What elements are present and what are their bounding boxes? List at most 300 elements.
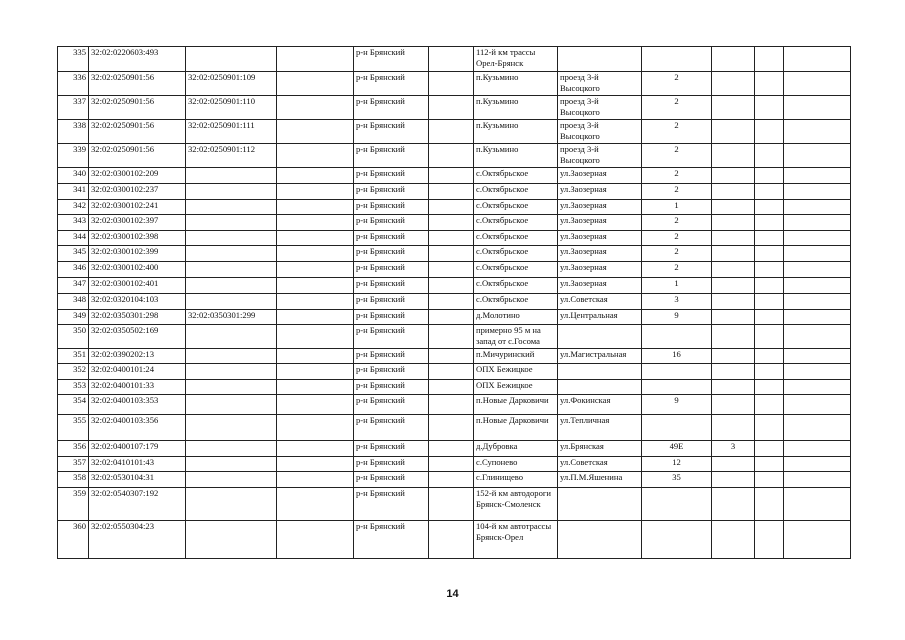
table-row [58, 96, 851, 120]
district: р-н Брянский [354, 144, 429, 168]
cell-empty [277, 215, 354, 231]
building-number [712, 144, 755, 168]
street [558, 325, 642, 349]
cell-empty [429, 200, 474, 215]
house-number: 12 [642, 457, 712, 472]
street: ул.Брянская [558, 441, 642, 457]
cell-empty [277, 521, 354, 559]
cell-empty [429, 488, 474, 521]
street: ул.Магистральная [558, 349, 642, 364]
cell-empty [277, 310, 354, 325]
locality: п.Кузьмино [474, 72, 558, 96]
locality: п.Мичуринский [474, 349, 558, 364]
row-number: 342 [58, 200, 89, 215]
house-number: 2 [642, 168, 712, 184]
cell-empty [784, 457, 851, 472]
related-cadastral-number [186, 395, 277, 415]
street: ул.Заозерная [558, 200, 642, 215]
street: ул.Заозерная [558, 278, 642, 294]
related-cadastral-number [186, 521, 277, 559]
cell-empty [784, 96, 851, 120]
row-number: 355 [58, 415, 89, 441]
building-number [712, 246, 755, 262]
cell-empty [277, 231, 354, 246]
building-number [712, 200, 755, 215]
cell-empty [755, 231, 784, 246]
cell-empty [429, 168, 474, 184]
house-number: 3 [642, 294, 712, 310]
street: ул.Заозерная [558, 262, 642, 278]
row-number: 348 [58, 294, 89, 310]
locality: примерно 95 м на запад от с.Госома [474, 325, 558, 349]
street: ул.Заозерная [558, 231, 642, 246]
cadastral-number: 32:02:0300102:398 [89, 231, 186, 246]
table-row [58, 184, 851, 200]
street: ул.Заозерная [558, 168, 642, 184]
house-number [642, 380, 712, 395]
cell-empty [277, 472, 354, 488]
cell-empty [277, 488, 354, 521]
row-number: 359 [58, 488, 89, 521]
district: р-н Брянский [354, 310, 429, 325]
cell-empty [277, 96, 354, 120]
related-cadastral-number [186, 441, 277, 457]
cadastral-number: 32:02:0250901:56 [89, 120, 186, 144]
cell-empty [784, 380, 851, 395]
table-body [58, 47, 851, 559]
related-cadastral-number [186, 215, 277, 231]
house-number [642, 47, 712, 72]
cell-empty [755, 395, 784, 415]
related-cadastral-number [186, 472, 277, 488]
table-row [58, 441, 851, 457]
house-number: 2 [642, 184, 712, 200]
cell-empty [755, 521, 784, 559]
cell-empty [277, 246, 354, 262]
cadastral-number: 32:02:0400101:33 [89, 380, 186, 395]
locality: 104-й км автотрассы Брянск-Орел [474, 521, 558, 559]
cadastral-number: 32:02:0300102:241 [89, 200, 186, 215]
locality: п.Новые Дарковичи [474, 415, 558, 441]
cell-empty [755, 168, 784, 184]
cell-empty [277, 415, 354, 441]
cell-empty [429, 457, 474, 472]
house-number: 2 [642, 231, 712, 246]
cadastral-number: 32:02:0300102:397 [89, 215, 186, 231]
building-number [712, 380, 755, 395]
cell-empty [429, 364, 474, 380]
table-row [58, 325, 851, 349]
house-number: 49Е [642, 441, 712, 457]
table-row [58, 488, 851, 521]
locality: с.Октябрьское [474, 278, 558, 294]
street: ул.Заозерная [558, 215, 642, 231]
cell-empty [429, 441, 474, 457]
cadastral-number: 32:02:0400103:353 [89, 395, 186, 415]
cadastral-number: 32:02:0300102:209 [89, 168, 186, 184]
table-row [58, 231, 851, 246]
cell-empty [755, 472, 784, 488]
cell-empty [277, 349, 354, 364]
table-row [58, 200, 851, 215]
building-number: 3 [712, 441, 755, 457]
house-number: 2 [642, 96, 712, 120]
table-row [58, 246, 851, 262]
cell-empty [784, 441, 851, 457]
row-number: 357 [58, 457, 89, 472]
district: р-н Брянский [354, 521, 429, 559]
cell-empty [755, 262, 784, 278]
locality: с.Глинищево [474, 472, 558, 488]
building-number [712, 294, 755, 310]
cadastral-number: 32:02:0300102:401 [89, 278, 186, 294]
cell-empty [429, 415, 474, 441]
locality: с.Октябрьское [474, 262, 558, 278]
row-number: 344 [58, 231, 89, 246]
cadastral-number: 32:02:0550304:23 [89, 521, 186, 559]
cadastral-number: 32:02:0390202:13 [89, 349, 186, 364]
table-row [58, 380, 851, 395]
table-row [58, 278, 851, 294]
locality: с.Октябрьское [474, 294, 558, 310]
table-row [58, 47, 851, 72]
row-number: 337 [58, 96, 89, 120]
district: р-н Брянский [354, 349, 429, 364]
table-row [58, 168, 851, 184]
cadastral-number: 32:02:0350502:169 [89, 325, 186, 349]
cell-empty [755, 349, 784, 364]
cell-empty [429, 120, 474, 144]
table-row [58, 215, 851, 231]
cadastral-number: 32:02:0220603:493 [89, 47, 186, 72]
house-number [642, 325, 712, 349]
house-number: 2 [642, 144, 712, 168]
table-row [58, 472, 851, 488]
cadastral-number: 32:02:0250901:56 [89, 96, 186, 120]
cell-empty [429, 246, 474, 262]
cell-empty [784, 472, 851, 488]
cadastral-number: 32:02:0400101:24 [89, 364, 186, 380]
cell-empty [429, 521, 474, 559]
district: р-н Брянский [354, 47, 429, 72]
house-number [642, 488, 712, 521]
district: р-н Брянский [354, 488, 429, 521]
cell-empty [429, 472, 474, 488]
table-row [58, 310, 851, 325]
street: проезд 3-й Высоцкого [558, 96, 642, 120]
cell-empty [755, 184, 784, 200]
cell-empty [755, 246, 784, 262]
street: ул.Фокинская [558, 395, 642, 415]
table-row [58, 72, 851, 96]
row-number: 335 [58, 47, 89, 72]
cell-empty [429, 262, 474, 278]
locality: с.Октябрьское [474, 168, 558, 184]
house-number: 2 [642, 120, 712, 144]
district: р-н Брянский [354, 415, 429, 441]
row-number: 347 [58, 278, 89, 294]
table-row [58, 415, 851, 441]
house-number: 1 [642, 200, 712, 215]
cell-empty [755, 72, 784, 96]
cell-empty [755, 380, 784, 395]
locality: с.Октябрьское [474, 200, 558, 215]
related-cadastral-number [186, 294, 277, 310]
locality: с.Октябрьское [474, 215, 558, 231]
cell-empty [277, 395, 354, 415]
street: ул.Центральная [558, 310, 642, 325]
page-number: 14 [446, 588, 459, 600]
locality: 112-й км трассы Орел-Брянск [474, 47, 558, 72]
row-number: 360 [58, 521, 89, 559]
building-number [712, 278, 755, 294]
building-number [712, 184, 755, 200]
cell-empty [784, 47, 851, 72]
table-row [58, 120, 851, 144]
house-number [642, 521, 712, 559]
related-cadastral-number: 32:02:0250901:110 [186, 96, 277, 120]
table-row [58, 521, 851, 559]
cell-empty [755, 457, 784, 472]
building-number [712, 47, 755, 72]
house-number: 35 [642, 472, 712, 488]
locality: п.Новые Дарковичи [474, 395, 558, 415]
cell-empty [755, 200, 784, 215]
locality: с.Супонево [474, 457, 558, 472]
street: ул.Заозерная [558, 184, 642, 200]
row-number: 358 [58, 472, 89, 488]
district: р-н Брянский [354, 72, 429, 96]
cell-empty [277, 47, 354, 72]
row-number: 353 [58, 380, 89, 395]
building-number [712, 488, 755, 521]
building-number [712, 472, 755, 488]
table-row [58, 457, 851, 472]
related-cadastral-number [186, 457, 277, 472]
cell-empty [277, 200, 354, 215]
street [558, 380, 642, 395]
cell-empty [784, 325, 851, 349]
street: проезд 3-й Высоцкого [558, 72, 642, 96]
cell-empty [784, 184, 851, 200]
cell-empty [784, 168, 851, 184]
cell-empty [784, 72, 851, 96]
cell-empty [429, 72, 474, 96]
cell-empty [429, 310, 474, 325]
row-number: 346 [58, 262, 89, 278]
cell-empty [755, 215, 784, 231]
district: р-н Брянский [354, 325, 429, 349]
cell-empty [784, 364, 851, 380]
building-number [712, 168, 755, 184]
related-cadastral-number [186, 349, 277, 364]
row-number: 343 [58, 215, 89, 231]
cell-empty [755, 325, 784, 349]
building-number [712, 72, 755, 96]
related-cadastral-number [186, 488, 277, 521]
related-cadastral-number [186, 325, 277, 349]
cell-empty [755, 488, 784, 521]
related-cadastral-number [186, 168, 277, 184]
cell-empty [755, 144, 784, 168]
row-number: 351 [58, 349, 89, 364]
table-row [58, 144, 851, 168]
related-cadastral-number: 32:02:0250901:109 [186, 72, 277, 96]
cell-empty [277, 120, 354, 144]
district: р-н Брянский [354, 294, 429, 310]
cadastral-number: 32:02:0300102:400 [89, 262, 186, 278]
house-number [642, 415, 712, 441]
related-cadastral-number [186, 262, 277, 278]
street: ул.Советская [558, 457, 642, 472]
cell-empty [755, 294, 784, 310]
cell-empty [277, 294, 354, 310]
cadastral-number: 32:02:0530104:31 [89, 472, 186, 488]
building-number [712, 325, 755, 349]
cell-empty [784, 120, 851, 144]
row-number: 339 [58, 144, 89, 168]
cell-empty [429, 294, 474, 310]
cadastral-number: 32:02:0300102:399 [89, 246, 186, 262]
cadastral-number: 32:02:0350301:298 [89, 310, 186, 325]
district: р-н Брянский [354, 120, 429, 144]
related-cadastral-number [186, 364, 277, 380]
building-number [712, 521, 755, 559]
building-number [712, 395, 755, 415]
register-table [57, 46, 851, 559]
cell-empty [755, 278, 784, 294]
house-number: 2 [642, 262, 712, 278]
street: проезд 3-й Высоцкого [558, 120, 642, 144]
cadastral-number: 32:02:0320104:103 [89, 294, 186, 310]
cell-empty [784, 395, 851, 415]
street: проезд 3-й Высоцкого [558, 144, 642, 168]
cell-empty [277, 441, 354, 457]
district: р-н Брянский [354, 472, 429, 488]
locality: п.Кузьмино [474, 120, 558, 144]
building-number [712, 310, 755, 325]
cell-empty [784, 415, 851, 441]
cell-empty [429, 395, 474, 415]
district: р-н Брянский [354, 184, 429, 200]
row-number: 345 [58, 246, 89, 262]
table-row [58, 364, 851, 380]
cell-empty [784, 278, 851, 294]
row-number: 349 [58, 310, 89, 325]
cell-empty [277, 144, 354, 168]
row-number: 352 [58, 364, 89, 380]
cell-empty [429, 380, 474, 395]
locality: д.Молотино [474, 310, 558, 325]
related-cadastral-number [186, 184, 277, 200]
street [558, 488, 642, 521]
cell-empty [277, 184, 354, 200]
cell-empty [277, 278, 354, 294]
related-cadastral-number: 32:02:0350301:299 [186, 310, 277, 325]
cell-empty [755, 364, 784, 380]
cell-empty [277, 364, 354, 380]
street [558, 47, 642, 72]
district: р-н Брянский [354, 364, 429, 380]
locality: 152-й км автодороги Брянск-Смоленск [474, 488, 558, 521]
cell-empty [429, 215, 474, 231]
cell-empty [755, 310, 784, 325]
house-number: 2 [642, 215, 712, 231]
locality: с.Октябрьское [474, 184, 558, 200]
district: р-н Брянский [354, 278, 429, 294]
row-number: 340 [58, 168, 89, 184]
related-cadastral-number [186, 246, 277, 262]
house-number [642, 364, 712, 380]
cell-empty [784, 294, 851, 310]
related-cadastral-number: 32:02:0250901:112 [186, 144, 277, 168]
district: р-н Брянский [354, 395, 429, 415]
cell-empty [784, 246, 851, 262]
street: ул.П.М.Яшенина [558, 472, 642, 488]
row-number: 356 [58, 441, 89, 457]
building-number [712, 215, 755, 231]
cell-empty [784, 262, 851, 278]
locality: с.Октябрьское [474, 246, 558, 262]
locality: п.Кузьмино [474, 144, 558, 168]
table-row [58, 262, 851, 278]
district: р-н Брянский [354, 215, 429, 231]
house-number: 16 [642, 349, 712, 364]
district: р-н Брянский [354, 168, 429, 184]
locality: с.Октябрьское [474, 231, 558, 246]
district: р-н Брянский [354, 262, 429, 278]
cell-empty [784, 215, 851, 231]
building-number [712, 262, 755, 278]
district: р-н Брянский [354, 441, 429, 457]
locality: ОПХ Бежицкое [474, 380, 558, 395]
related-cadastral-number [186, 380, 277, 395]
cadastral-number: 32:02:0410101:43 [89, 457, 186, 472]
cell-empty [277, 380, 354, 395]
district: р-н Брянский [354, 457, 429, 472]
street: ул.Советская [558, 294, 642, 310]
cell-empty [429, 325, 474, 349]
building-number [712, 349, 755, 364]
cadastral-number: 32:02:0300102:237 [89, 184, 186, 200]
locality: д.Дубровка [474, 441, 558, 457]
street: ул.Заозерная [558, 246, 642, 262]
cell-empty [755, 415, 784, 441]
table-row [58, 349, 851, 364]
table-row [58, 395, 851, 415]
cell-empty [784, 310, 851, 325]
building-number [712, 415, 755, 441]
cadastral-number: 32:02:0400107:179 [89, 441, 186, 457]
cell-empty [429, 231, 474, 246]
cell-empty [784, 349, 851, 364]
building-number [712, 457, 755, 472]
row-number: 354 [58, 395, 89, 415]
cell-empty [277, 72, 354, 96]
cell-empty [755, 120, 784, 144]
related-cadastral-number [186, 200, 277, 215]
cell-empty [429, 278, 474, 294]
cell-empty [277, 457, 354, 472]
cell-empty [784, 488, 851, 521]
cell-empty [429, 349, 474, 364]
cadastral-number: 32:02:0250901:56 [89, 144, 186, 168]
district: р-н Брянский [354, 200, 429, 215]
house-number: 2 [642, 72, 712, 96]
building-number [712, 120, 755, 144]
locality: п.Кузьмино [474, 96, 558, 120]
related-cadastral-number: 32:02:0250901:111 [186, 120, 277, 144]
